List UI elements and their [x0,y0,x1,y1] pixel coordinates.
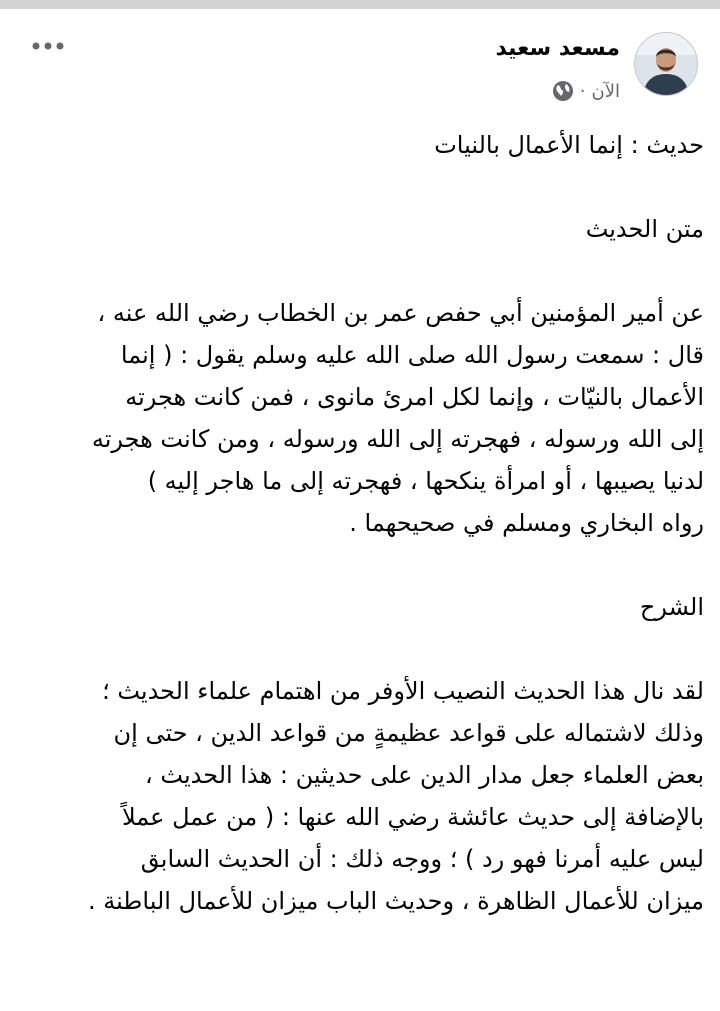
post-timestamp[interactable]: الآن [591,80,620,102]
post-body [8,124,704,922]
post-header [0,24,720,114]
section-heading-matn: متن الحديث [585,215,704,243]
post-meta [552,80,620,102]
sharh-line: وذلك لاشتماله على قواعد عظيمةٍ من قواعد الدين ، حتى إن [113,719,704,747]
author-name[interactable]: مسعد سعيد [495,36,620,61]
top-divider [0,0,720,9]
sharh-line: بالإضافة إلى حديث عائشة رضي الله عنها : ( من عمل عملاً [121,803,704,831]
more-options-icon[interactable] [30,34,66,58]
sharh-line: ميزان للأعمال الظاهرة ، وحديث الباب ميزان للأعمال الباطنة . [87,887,704,915]
section-heading-sharh: الشرح [639,593,704,621]
meta-separator: · [579,80,586,102]
sharh-line: لقد نال هذا الحديث النصيب الأوفر من اهتمام علماء الحديث ؛ [102,677,704,705]
hadith-line: رواه البخاري ومسلم في صحيحهما . [349,509,704,537]
hadith-line: لدنيا يصيبها ، أو امرأة ينكحها ، فهجرته إلى ما هاجر إليه ) [147,467,704,495]
hadith-line: الأعمال بالنيّات ، وإنما لكل امرئ مانوى ، فمن كانت هجرته [125,383,704,411]
globe-icon[interactable] [552,80,574,102]
hadith-line: قال : سمعت رسول الله صلى الله عليه وسلم يقول : ( إنما [120,341,704,369]
hadith-line: عن أمير المؤمنين أبي حفص عمر بن الخطاب رضي الله عنه ، [97,299,704,327]
avatar[interactable] [634,32,698,96]
post-title: حديث : إنما الأعمال بالنيات [434,131,704,159]
sharh-line: بعض العلماء جعل مدار الدين على حديثين : هذا الحديث ، [145,761,704,789]
sharh-line: ليس عليه أمرنا فهو رد ) ؛ ووجه ذلك : أن الحديث السابق [140,845,704,873]
hadith-line: إلى الله ورسوله ، فهجرته إلى الله ورسوله ، ومن كانت هجرته [91,425,704,453]
